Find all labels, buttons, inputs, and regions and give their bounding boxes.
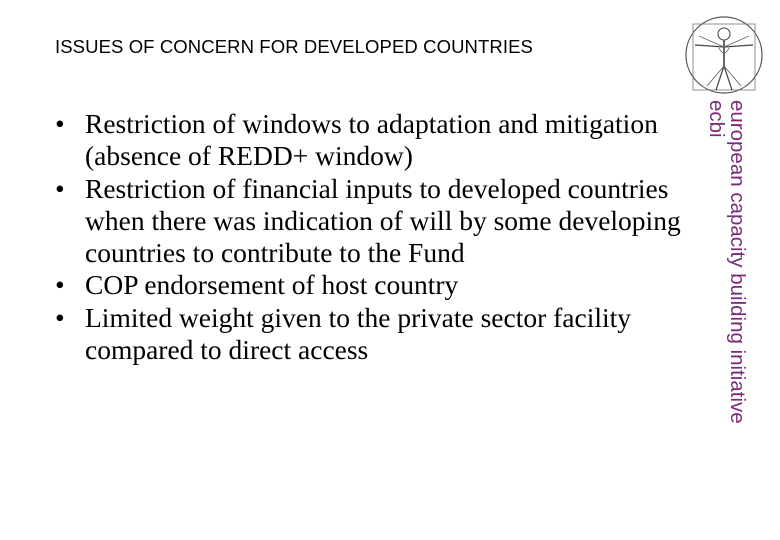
bullet-glyph: • (55, 108, 65, 139)
vitruvian-man-icon (683, 14, 765, 96)
bullet-text: Limited weight given to the private sector facility compared to direct access (85, 301, 632, 366)
bullet-list (55, 108, 725, 366)
bullet-glyph: • (55, 301, 65, 333)
bullet-item (55, 108, 725, 173)
ecbi-side-label (698, 100, 748, 520)
bullet-item (55, 173, 725, 270)
bullet-item (55, 302, 725, 367)
bullet-text: COP endorsement of host country (85, 269, 459, 301)
bullet-text: Restriction of windows to adaptation and mitigation (absence of REDD+ window) (85, 108, 658, 172)
bullet-text: Restriction of financial inputs to developed countries when there was indication of will by some developing countries to contribute to the Fund (85, 172, 681, 269)
slide-title: ISSUES OF CONCERN FOR DEVELOPED COUNTRIES (55, 36, 533, 57)
bullet-glyph: • (55, 269, 65, 301)
bullet-glyph: • (55, 172, 65, 204)
ecbi-acronym: ecbi (705, 100, 728, 138)
ecbi-full-name: european capacity building initiative (726, 100, 749, 424)
bullet-item (55, 269, 725, 301)
